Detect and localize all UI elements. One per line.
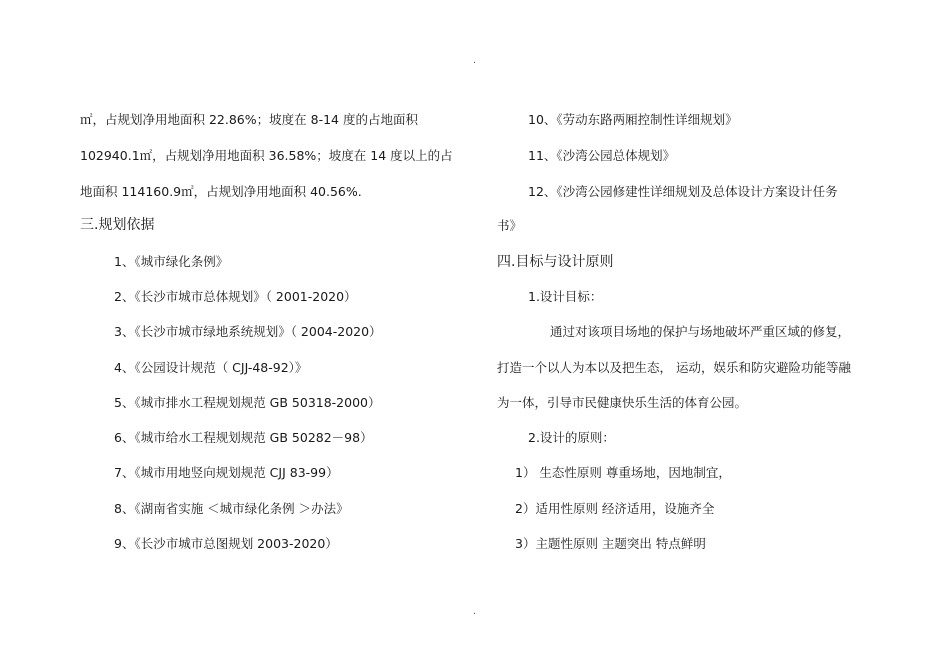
reference-item-continuation: 书》: [497, 218, 523, 233]
reference-item: 9、《长沙市城市总图规划 2003-2020）: [114, 536, 338, 551]
reference-item: 12、《沙湾公园修建性详细规划及总体设计方案设计任务: [528, 184, 838, 199]
paragraph-line-3: 地面积 114160.9㎡，占规划净用地面积 40.56%.: [80, 184, 362, 199]
reference-item: 3、《长沙市城市绿地系统规划》（ 2004-2020）: [114, 324, 382, 339]
section-title-goals-principles: 四.目标与设计原则: [497, 254, 614, 270]
reference-item: 1、《城市绿化条例》: [114, 254, 229, 269]
reference-item: 5、《城市排水工程规划规范 GB 50318-2000）: [114, 395, 381, 410]
design-goal-label: 1.设计目标：: [528, 289, 603, 304]
design-principles-label: 2.设计的原则：: [528, 430, 615, 445]
goal-paragraph-line-3: 为一体，引导市民健康快乐生活的体育公园。: [497, 395, 748, 410]
goal-paragraph-line-2: 打造一个以人为本以及把生态， 运动，娱乐和防灾避险功能等融: [497, 360, 851, 375]
reference-item: 8、《湖南省实施 ＜城市绿化条例 ＞办法》: [114, 501, 349, 516]
section-title-planning-basis: 三.规划依据: [80, 217, 155, 233]
reference-item: 11、《沙湾公园总体规划》: [528, 148, 676, 163]
reference-item: 2、《长沙市城市总体规划》（ 2001-2020）: [114, 289, 357, 304]
principle-item: 2）适用性原则 经济适用，设施齐全: [515, 501, 715, 516]
paragraph-line-2: 102940.1㎡，占规划净用地面积 36.58%；坡度在 14 度以上的占: [80, 148, 453, 163]
paragraph-line-1: ㎡，占规划净用地面积 22.86%；坡度在 8-14 度的占地面积: [80, 112, 418, 127]
reference-item: 10、《劳动东路两厢控制性详细规划》: [528, 112, 738, 127]
bottom-page-marker: .: [473, 606, 477, 617]
reference-item: 4、《公园设计规范（ CJJ-48-92）》: [114, 360, 308, 375]
reference-item: 7、《城市用地竖向规划规范 CJJ 83-99）: [114, 465, 339, 480]
principle-item: 1） 生态性原则 尊重场地，因地制宜，: [515, 465, 731, 480]
top-page-marker: .: [473, 55, 477, 66]
reference-item: 6、《城市给水工程规划规范 GB 50282－98）: [114, 430, 373, 445]
goal-paragraph-line-1: 通过对该项目场地的保护与场地破坏严重区域的修复，: [550, 324, 851, 339]
principle-item: 3）主题性原则 主题突出 特点鲜明: [515, 536, 706, 551]
